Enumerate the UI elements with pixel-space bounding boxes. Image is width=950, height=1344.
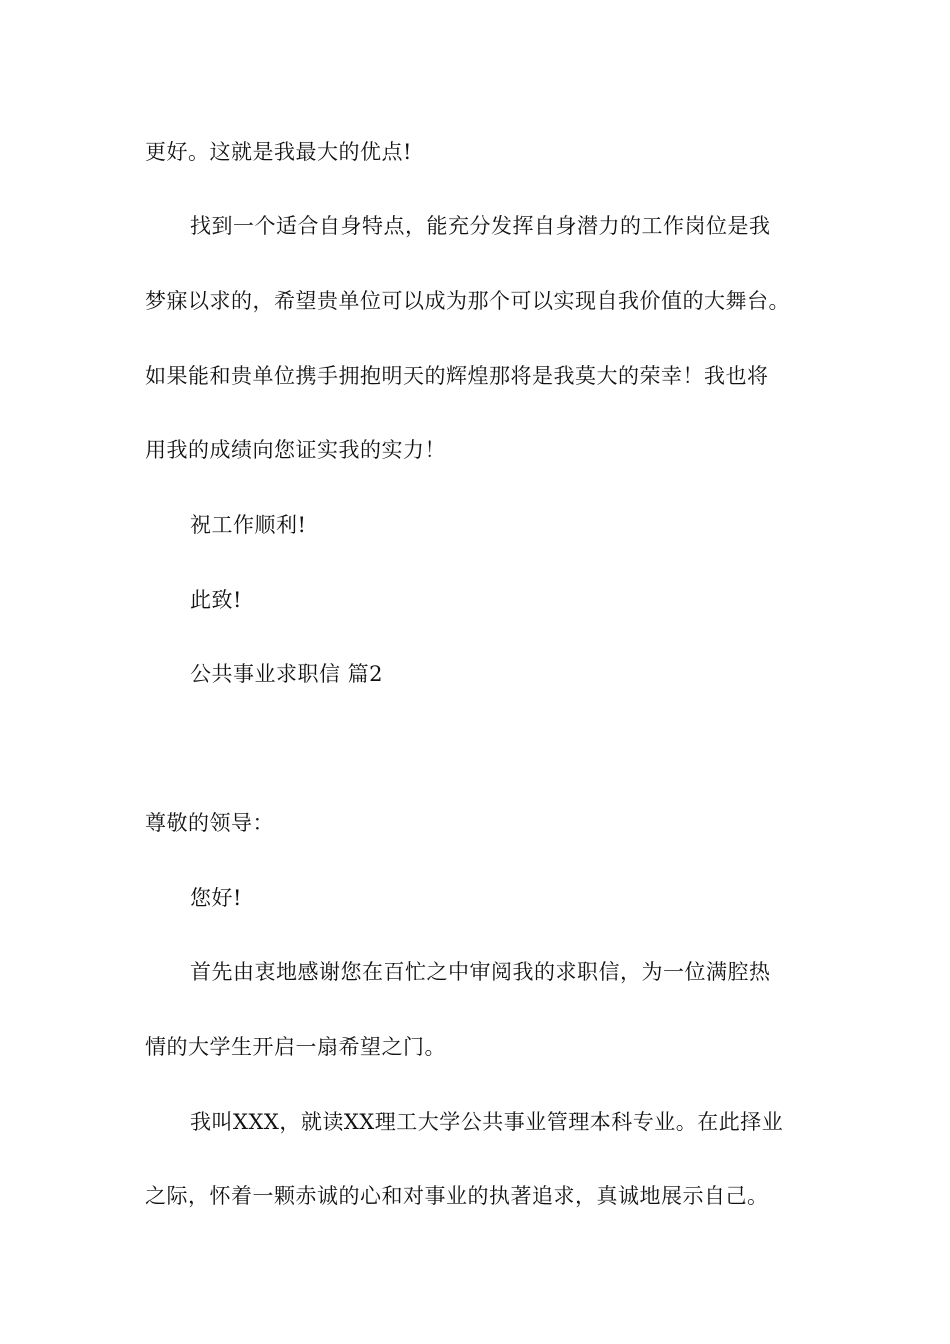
paragraph-line-4: 如果能和贵单位携手拥抱明天的辉煌那将是我莫大的荣幸！我也将: [145, 364, 769, 388]
paragraph-line-6: 首先由衷地感谢您在百忙之中审阅我的求职信，为一位满腔热: [190, 960, 771, 984]
paragraph-line-3: 梦寐以求的，希望贵单位可以成为那个可以实现自我价值的大舞台。: [145, 289, 790, 313]
section-heading: 公共事业求职信 篇2: [190, 662, 384, 686]
closing-wish: 祝工作顺利!: [190, 513, 307, 537]
paragraph-line-9: 之际，怀着一颗赤诚的心和对事业的执著追求，真诚地展示自己。: [145, 1184, 769, 1208]
salutation: 尊敬的领导：: [145, 811, 274, 835]
paragraph-line-8: 我叫XXX，就读XX理工大学公共事业管理本科专业。在此择业: [190, 1110, 784, 1134]
paragraph-line-5: 用我的成绩向您证实我的实力！: [145, 438, 446, 462]
paragraph-line-7: 情的大学生开启一扇希望之门。: [145, 1035, 446, 1059]
paragraph-line-2: 找到一个适合自身特点，能充分发挥自身潜力的工作岗位是我: [190, 214, 771, 238]
paragraph-line-1: 更好。这就是我最大的优点!: [145, 140, 412, 164]
closing-salute: 此致!: [190, 588, 242, 612]
greeting: 您好!: [190, 886, 242, 910]
